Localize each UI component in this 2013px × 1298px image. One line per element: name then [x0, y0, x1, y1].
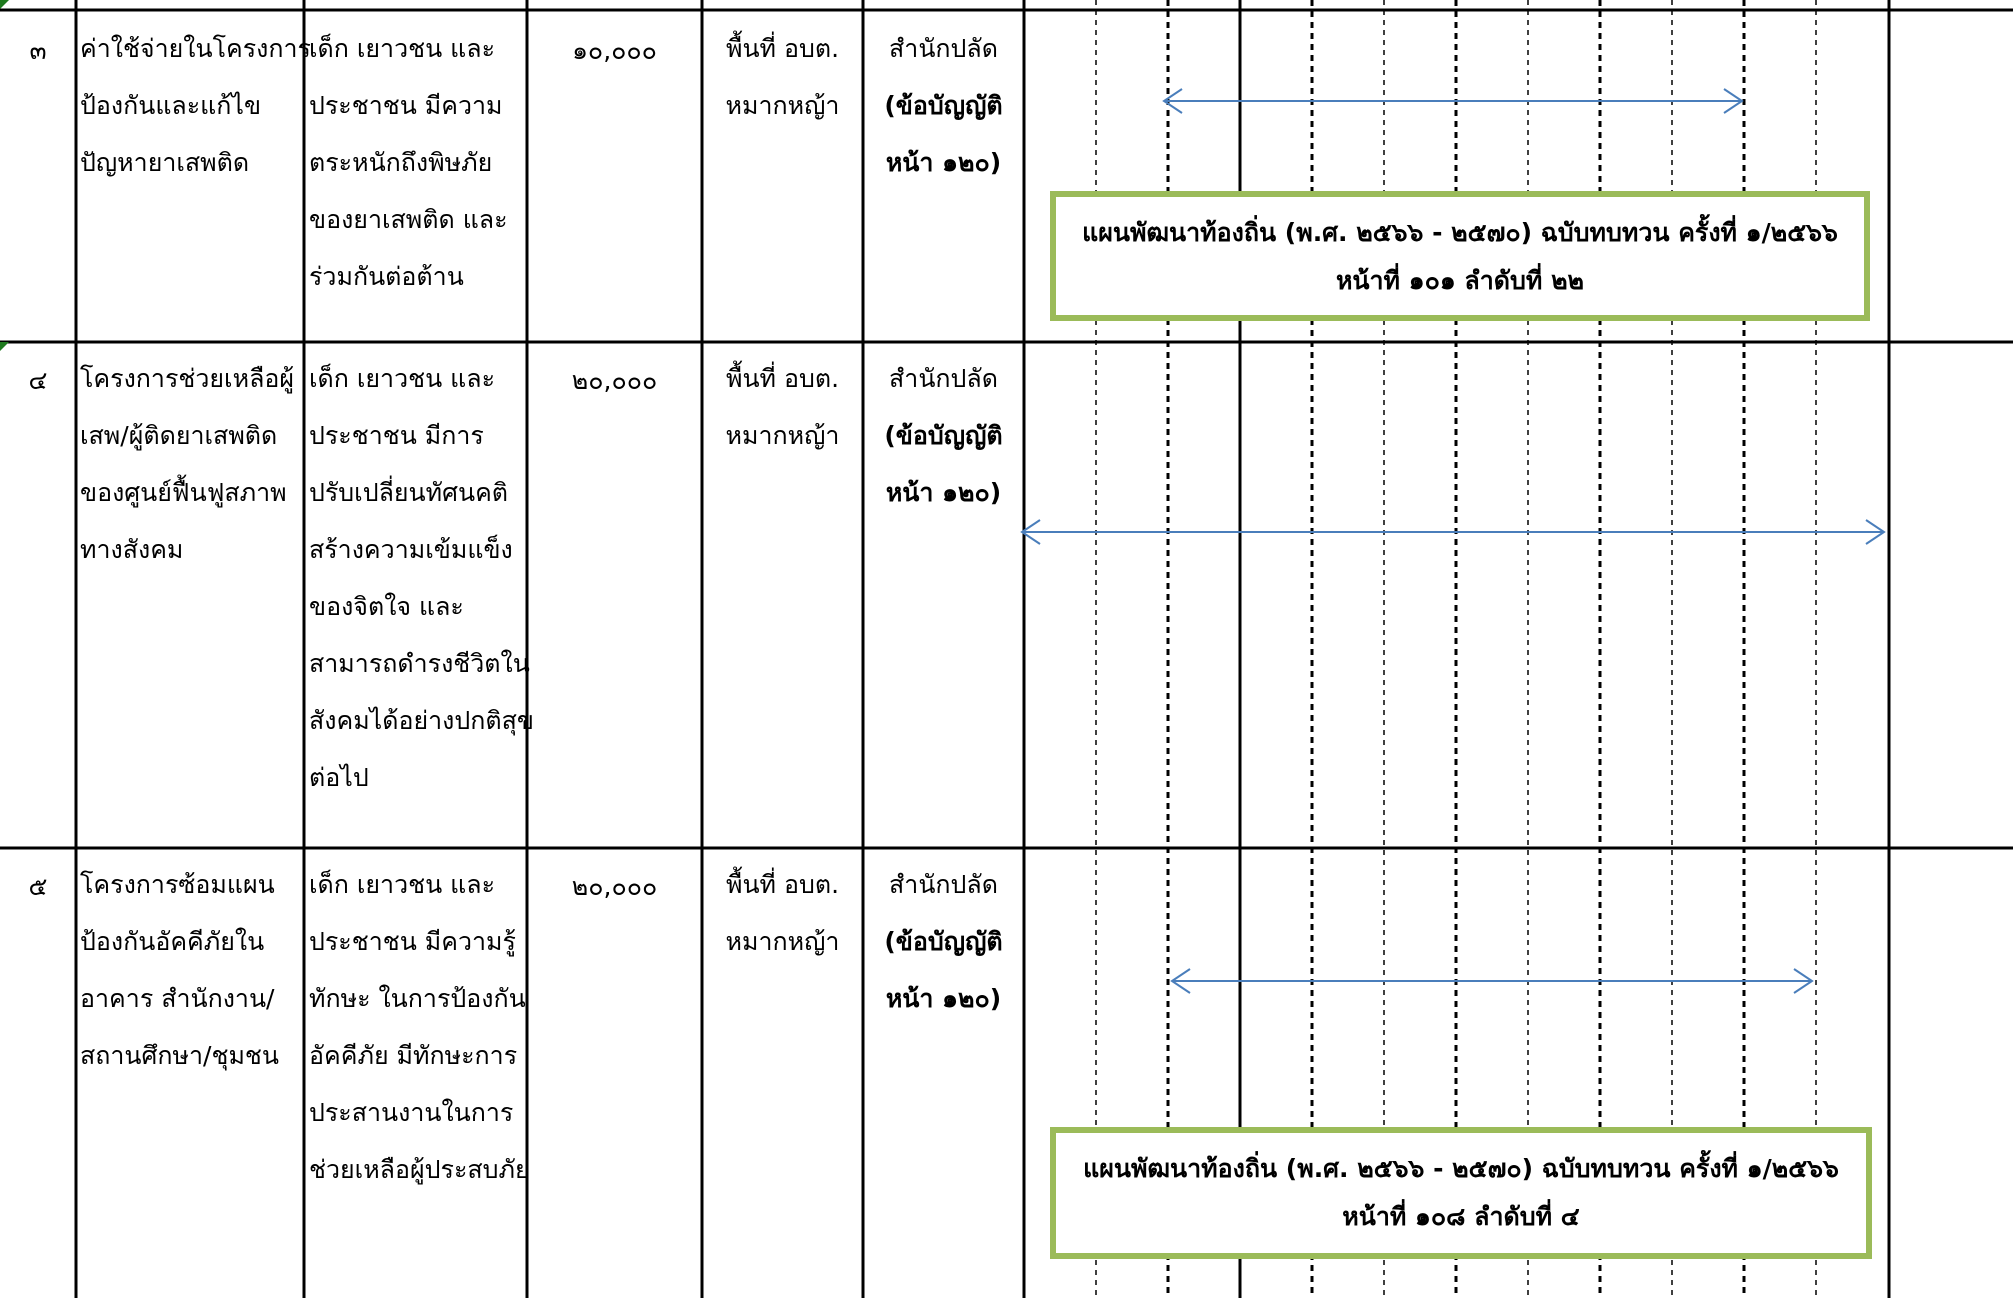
budget-value: ๑๐,๐๐๐ — [572, 36, 657, 65]
project-area: พื้นที่ อบต. หมากหญ้า — [725, 34, 840, 120]
responsible-agency: สำนักปลัด (ข้อบัญญัติ หน้า ๑๒๐) — [884, 364, 1003, 507]
row-number: ๓ — [29, 36, 47, 65]
budget-value: ๒๐,๐๐๐ — [571, 872, 658, 901]
plan-reference-note: แผนพัฒนาท้องถิ่น (พ.ศ. ๒๕๖๖ - ๒๕๗๐) ฉบับทบทวน ครั้งที่ ๑/๒๕๖๖ หน้าที่ ๑๐๑ ลำดับที่ ๒๒ — [1050, 191, 1870, 321]
plan-reference-note: แผนพัฒนาท้องถิ่น (พ.ศ. ๒๕๖๖ - ๒๕๗๐) ฉบับทบทวน ครั้งที่ ๑/๒๕๖๖ หน้าที่ ๑๐๘ ลำดับที่ ๔ — [1050, 1127, 1872, 1259]
row-number: ๕ — [28, 872, 48, 901]
project-name: โครงการช่วยเหลือผู้ เสพ/ผู้ติดยาเสพติด ของศูนย์ฟื้นฟูสภาพ ทางสังคม — [80, 364, 295, 564]
timeline-arrow — [1164, 89, 1742, 113]
timeline-arrow — [1172, 969, 1812, 993]
expected-outcome: เด็ก เยาวชน และ ประชาชน มีการ ปรับเปลี่ยนทัศนคติ สร้างความเข้มแข็ง ของจิตใจ และ สามารถดำรงชีวิตใน สังคมได้อย่างปกติสุข ต่อไป — [309, 364, 534, 792]
project-name: โครงการซ้อมแผน ป้องกันอัคคีภัยใน อาคาร สำนักงาน/ สถานศึกษา/ชุมชน — [80, 870, 279, 1070]
budget-value: ๒๐,๐๐๐ — [571, 366, 658, 395]
corner-mark — [0, 0, 9, 9]
project-name: ค่าใช้จ่ายในโครงการ ป้องกันและแก้ไข ปัญหายาเสพติด — [80, 34, 311, 177]
expected-outcome: เด็ก เยาวชน และ ประชาชน มีความ ตระหนักถึงพิษภัย ของยาเสพติด และ ร่วมกันต่อต้าน — [309, 34, 508, 291]
expected-outcome: เด็ก เยาวชน และ ประชาชน มีความรู้ ทักษะ ในการป้องกัน อัคคีภัย มีทักษะการ ประสานงานในการ ช่วยเหลือผู้ประสบภัย — [309, 870, 530, 1184]
responsible-agency: สำนักปลัด (ข้อบัญญัติ หน้า ๑๒๐) — [884, 870, 1003, 1013]
timeline-arrow — [1022, 520, 1884, 544]
responsible-agency: สำนักปลัด (ข้อบัญญัติ หน้า ๑๒๐) — [884, 34, 1003, 177]
project-area: พื้นที่ อบต. หมากหญ้า — [725, 364, 840, 450]
project-area: พื้นที่ อบต. หมากหญ้า — [725, 870, 840, 956]
row-number: ๔ — [28, 366, 48, 395]
